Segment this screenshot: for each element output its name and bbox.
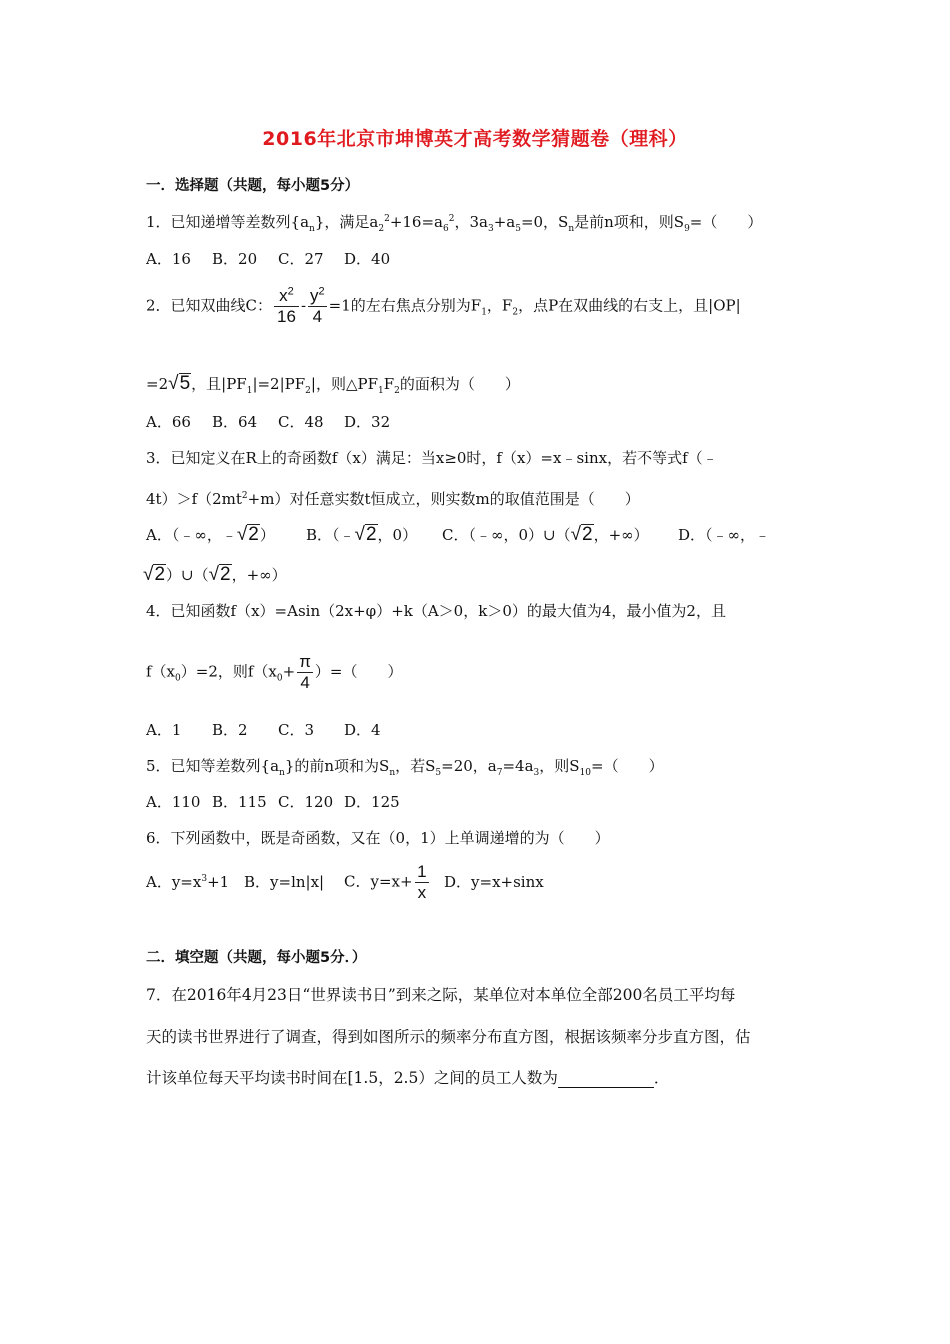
question-2-line-2: =2√5，且$|PF_1|=2|PF_2|$，则$\triangle PF_1F_2$的面积为（ ） — [146, 373, 520, 396]
option-d: D．125 — [344, 793, 400, 811]
sqrt-symbol: √2 — [354, 524, 377, 545]
option-a: A．1 — [146, 721, 182, 739]
section-heading-fill: 二．填空题（共题，每小题5分．） — [146, 950, 367, 966]
section-heading-choice: 一．选择题（共题，每小题5分） — [146, 178, 360, 194]
option-c: C．120 — [278, 793, 334, 811]
option-c: C．3 — [278, 721, 315, 739]
fraction-y2-4: $\frac{y^2}{4}$ — [310, 285, 325, 326]
option-a: A．（﹣∞，﹣√2） — [146, 524, 275, 545]
option-d: D．4 — [344, 721, 381, 739]
question-2-options — [146, 412, 390, 432]
question-7-line-3: 计该单位每天平均读书时间在[1.5，2.5）之间的员工人数为 ． — [146, 1069, 670, 1087]
option-c: C．（﹣∞，0）∪（√2，+∞） — [442, 524, 649, 545]
option-b: B．64 — [212, 413, 258, 431]
option-b: B．2 — [212, 721, 248, 739]
option-b: B．（﹣√2，0） — [306, 524, 418, 545]
question-3-options — [146, 524, 770, 545]
question-2: 2．已知双曲线C： $\frac{x^2}{16}$ - $\frac{y^2}{4}$ =1的左右焦点分别为$F_1$，$F_2$，点P在双曲线的右支上，且|OP| — [146, 285, 741, 326]
sqrt-symbol: √2 — [208, 564, 231, 585]
question-7-line-2: 天的读书世界进行了调查，得到如图所示的频率分布直方图，根据该频率分步直方图，估 — [146, 1028, 751, 1046]
option-b: B．y=ln|x| — [244, 872, 325, 891]
question-5: 5．已知等差数列$\{a_n\}$的前n项和为$S_n$，若$S_5=20$，$a_7=4a_3$，则$S_{10}=$（ ） — [146, 757, 664, 778]
sqrt-symbol: √2 — [143, 564, 166, 585]
option-c: C．48 — [278, 413, 324, 431]
question-6-options — [146, 862, 544, 903]
page-title: 2016年北京市坤博英才高考数学猜题卷（理科） — [262, 128, 688, 150]
fraction-pi-4: $\frac{\pi}{4}$ — [299, 652, 311, 692]
option-d: D．32 — [344, 413, 391, 431]
option-d: D．40 — [344, 250, 391, 268]
question-3-option-d-cont: √2）∪（√2，+∞） — [143, 564, 287, 585]
question-6: 6．下列函数中，既是奇函数，又在（0，1）上单调递增的为（ ） — [146, 829, 610, 847]
question-1-options — [146, 249, 390, 269]
option-d: D．y=x+sinx — [444, 872, 544, 891]
question-3: 3．已知定义在R上的奇函数f（x）满足：当x≥0时，f（x）=x﹣sinx，若不等式f（﹣ — [146, 449, 718, 467]
option-a: A．110 — [146, 793, 201, 811]
sqrt-symbol: √2 — [570, 524, 593, 545]
option-b: B．20 — [212, 250, 258, 268]
option-a: A．$y=x^3+1$ — [146, 872, 230, 891]
option-b: B．115 — [212, 793, 267, 811]
question-4-line-2: $f(x_0)=2$，则$f(x_0+$ $\frac{\pi}{4}$ ）=（ ） — [146, 652, 403, 692]
option-c: C．27 — [278, 250, 324, 268]
option-c: C．y=x+ $\frac{1}{x}$ — [344, 862, 444, 903]
answer-blank[interactable] — [558, 1071, 654, 1088]
question-7: 7．在2016年4月23日“世界读书日”到来之际，某单位对本单位全部200名员工平均每 — [146, 986, 736, 1004]
fraction-x2-16: $\frac{x^2}{16}$ — [274, 286, 299, 327]
question-4: 4．已知函数f（x）=Asin（2x+φ）+k（A＞0，k＞0）的最大值为4，最小值为2，且 — [146, 602, 726, 620]
sqrt-symbol: √5 — [168, 373, 191, 394]
question-4-options — [146, 720, 381, 740]
question-1: 1．已知递增等差数列$\{a_n\}$，满足$a_2^2+16=a_6^2$，$3a_3+a_5=0$，$S_n$是前n项和，则$S_9=$（ ） — [146, 213, 763, 234]
option-d: D．（﹣∞，﹣ — [678, 526, 771, 544]
question-5-options — [146, 792, 400, 812]
sqrt-symbol: √2 — [236, 524, 259, 545]
fraction-1-x: $\frac{1}{x}$ — [415, 862, 430, 903]
option-a: A．16 — [146, 250, 191, 268]
question-3-line-2: $4t)>f(2mt^2+m)$对任意实数t恒成立，则实数m的取值范围是（ ） — [146, 490, 640, 508]
option-a: A．66 — [146, 413, 191, 431]
